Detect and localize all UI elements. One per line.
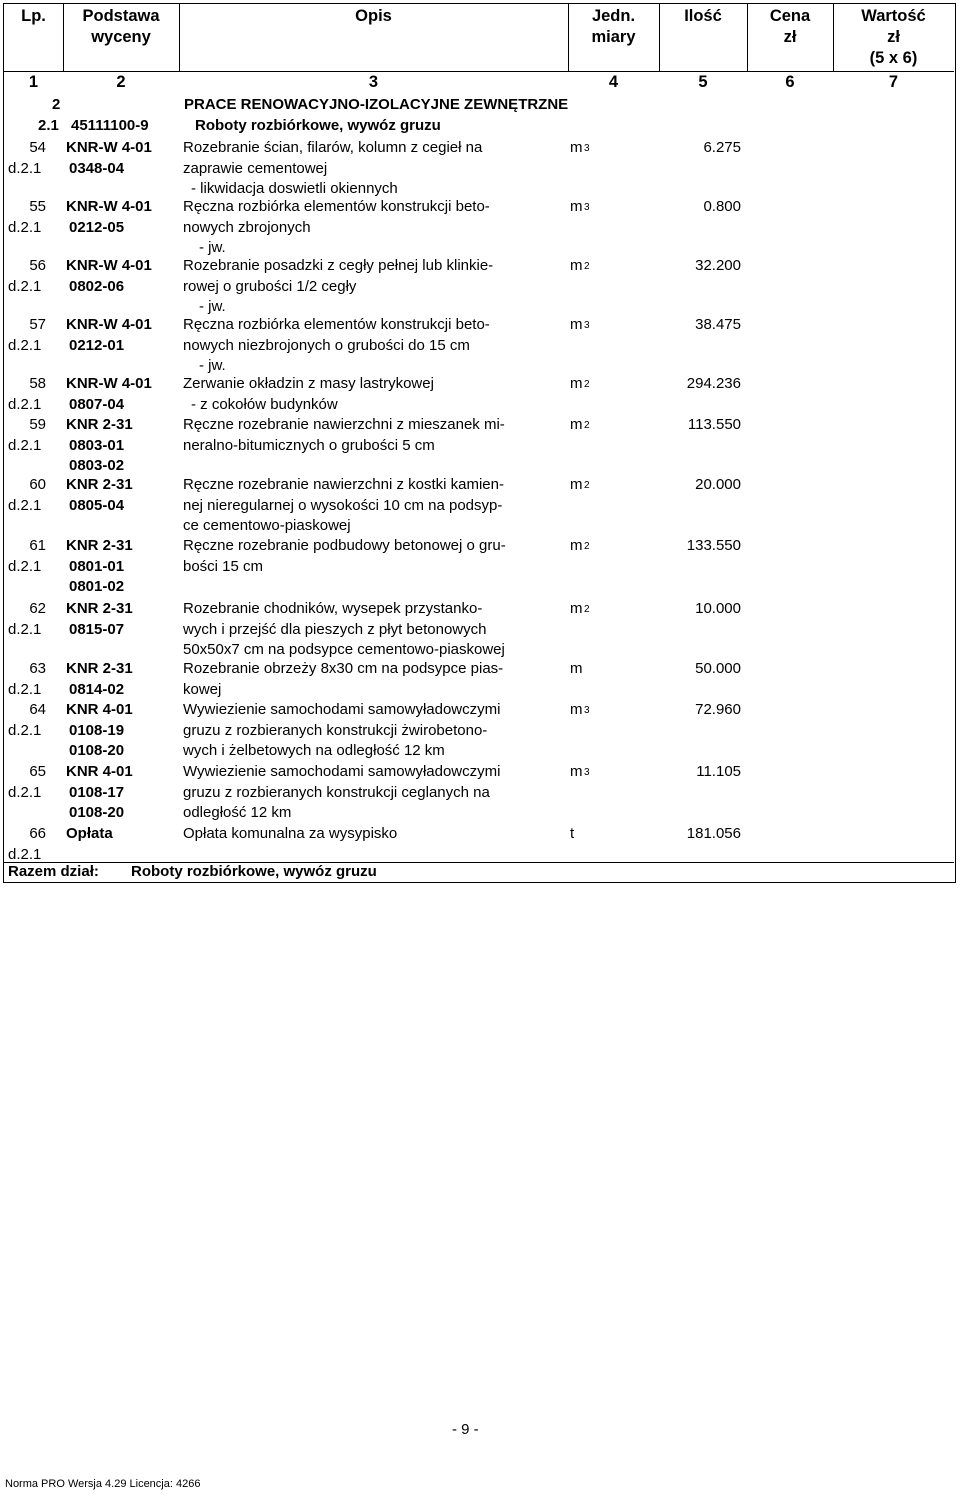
item-ref: d.2.1 bbox=[8, 845, 42, 863]
item-number: 66 bbox=[29, 825, 46, 842]
item-description-line: gruzu z rozbieranych konstrukcji ceglanych na bbox=[183, 783, 490, 801]
item-basis: 0803-01 bbox=[69, 436, 125, 454]
item-basis: 0212-05 bbox=[69, 218, 125, 236]
column-number: 5 bbox=[698, 73, 708, 91]
item-description-line: Ręczna rozbiórka elementów konstrukcji beto- bbox=[183, 316, 490, 333]
item-unit-exponent: 2 bbox=[584, 480, 590, 491]
item-ref: d.2.1 bbox=[8, 783, 42, 801]
header-value-line3: (5 x 6) bbox=[869, 49, 918, 67]
item-number: 64 bbox=[29, 701, 46, 718]
item-description-line: - likwidacja doswietli okiennych bbox=[191, 180, 398, 197]
header-value-line1: Wartość bbox=[861, 7, 926, 25]
item-quantity: 72.960 bbox=[695, 701, 741, 718]
subsection-code: 45111100-9 bbox=[71, 117, 149, 134]
item-basis: 0814-02 bbox=[69, 680, 125, 698]
item-number: 65 bbox=[29, 763, 46, 780]
item-basis: KNR 2-31 bbox=[66, 537, 133, 554]
item-basis: KNR 4-01 bbox=[66, 701, 133, 718]
item-quantity: 6.275 bbox=[703, 139, 741, 156]
item-basis: 0108-17 bbox=[69, 783, 125, 801]
item-quantity: 50.000 bbox=[695, 660, 741, 677]
item-basis: 0815-07 bbox=[69, 620, 125, 638]
item-number: 57 bbox=[29, 316, 46, 333]
item-unit: m bbox=[570, 416, 583, 433]
item-number: 62 bbox=[29, 600, 46, 617]
item-basis: KNR 2-31 bbox=[66, 600, 133, 617]
item-unit: m bbox=[570, 763, 583, 780]
item-description-line: rowej o grubości 1/2 cegły bbox=[183, 277, 357, 295]
item-number: 63 bbox=[29, 660, 46, 677]
item-unit-exponent: 3 bbox=[584, 202, 590, 213]
item-description-line: odległość 12 km bbox=[183, 804, 292, 821]
item-ref: d.2.1 bbox=[8, 436, 42, 454]
item-ref: d.2.1 bbox=[8, 277, 42, 295]
item-unit-exponent: 2 bbox=[584, 261, 590, 272]
item-number: 61 bbox=[29, 537, 46, 554]
item-quantity: 113.550 bbox=[687, 416, 741, 433]
item-number: 54 bbox=[29, 139, 46, 156]
item-number: 59 bbox=[29, 416, 46, 433]
column-number: 4 bbox=[608, 73, 619, 91]
item-basis: 0108-19 bbox=[69, 721, 125, 739]
item-basis: KNR 2-31 bbox=[66, 476, 133, 493]
item-unit: m bbox=[570, 139, 583, 156]
item-ref: d.2.1 bbox=[8, 336, 42, 354]
item-quantity: 20.000 bbox=[695, 476, 741, 493]
item-description-line: Rozebranie obrzeży 8x30 cm na podsypce pias- bbox=[183, 660, 504, 677]
item-unit-exponent: 2 bbox=[584, 379, 590, 390]
item-quantity: 181.056 bbox=[686, 825, 741, 842]
column-number: 7 bbox=[888, 73, 899, 91]
item-description-line: bości 15 cm bbox=[183, 557, 264, 575]
subsection-number: 2.1 bbox=[38, 117, 59, 134]
column-number: 2 bbox=[116, 73, 126, 91]
item-description-line: nowych zbrojonych bbox=[183, 218, 311, 236]
software-version: Norma PRO Wersja 4.29 Licencja: 4266 bbox=[5, 1478, 201, 1490]
item-number: 58 bbox=[29, 375, 46, 392]
column-number: 1 bbox=[28, 73, 39, 91]
item-description-line: Wywiezienie samochodami samowyładowczymi bbox=[183, 701, 501, 718]
item-unit: m bbox=[570, 600, 583, 617]
column-number: 3 bbox=[368, 73, 379, 91]
item-description-line: Zerwanie okładzin z masy lastrykowej bbox=[183, 375, 434, 392]
summary-title: Roboty rozbiórkowe, wywóz gruzu bbox=[131, 863, 377, 880]
item-basis: KNR-W 4-01 bbox=[66, 198, 152, 215]
item-description-line: Rozebranie posadzki z cegły pełnej lub klinkie- bbox=[183, 257, 494, 274]
item-unit-exponent: 2 bbox=[584, 420, 590, 431]
item-description-line: ce cementowo-piaskowej bbox=[183, 517, 351, 534]
item-unit-exponent: 2 bbox=[584, 604, 590, 615]
header-quantity: Ilość bbox=[684, 7, 722, 25]
item-basis: 0348-04 bbox=[69, 159, 125, 177]
item-ref: d.2.1 bbox=[8, 159, 42, 177]
item-description-line: Wywiezienie samochodami samowyładowczymi bbox=[183, 763, 501, 780]
header-unit-line2: miary bbox=[591, 28, 636, 46]
item-description-line: kowej bbox=[183, 680, 222, 698]
item-basis: KNR 2-31 bbox=[66, 660, 133, 677]
item-basis: 0801-01 bbox=[69, 557, 125, 575]
item-ref: d.2.1 bbox=[8, 395, 42, 413]
item-number: 60 bbox=[29, 476, 46, 493]
item-description-line: Ręczna rozbiórka elementów konstrukcji beto- bbox=[183, 198, 490, 215]
estimate-table bbox=[3, 3, 956, 883]
item-basis: 0807-04 bbox=[69, 395, 125, 413]
header-basis-line2: wyceny bbox=[91, 28, 151, 46]
item-description-line: wych i żelbetowych na odległość 12 km bbox=[183, 742, 445, 759]
item-unit: m bbox=[570, 257, 583, 274]
item-quantity: 0.800 bbox=[703, 198, 741, 215]
item-description-line: nej nieregularnej o wysokości 10 cm na podsyp- bbox=[183, 496, 503, 514]
item-description-line: - jw. bbox=[199, 357, 226, 374]
column-number: 6 bbox=[785, 73, 795, 91]
item-basis: KNR 2-31 bbox=[66, 416, 133, 433]
item-basis: KNR-W 4-01 bbox=[66, 375, 152, 392]
item-basis: 0801-02 bbox=[69, 578, 125, 595]
item-description-line: Ręczne rozebranie podbudowy betonowej o gru- bbox=[183, 537, 506, 554]
item-quantity: 38.475 bbox=[695, 316, 741, 333]
item-ref: d.2.1 bbox=[8, 620, 42, 638]
item-basis: KNR 4-01 bbox=[66, 763, 133, 780]
header-price-line2: zł bbox=[783, 28, 797, 46]
item-basis: 0108-20 bbox=[69, 742, 125, 759]
item-basis: Opłata bbox=[66, 825, 113, 842]
section-title: PRACE RENOWACYJNO-IZOLACYJNE ZEWNĘTRZNE bbox=[184, 96, 569, 113]
page-number: - 9 - bbox=[452, 1421, 479, 1438]
item-ref: d.2.1 bbox=[8, 557, 42, 575]
item-quantity: 10.000 bbox=[695, 600, 741, 617]
item-description-line: Rozebranie ścian, filarów, kolumn z cegieł na bbox=[183, 139, 483, 156]
item-unit-exponent: 2 bbox=[584, 541, 590, 552]
item-unit: m bbox=[570, 476, 583, 493]
item-quantity: 294.236 bbox=[686, 375, 741, 392]
header-price-line1: Cena bbox=[769, 7, 811, 25]
header-value-line2: zł bbox=[887, 28, 900, 46]
item-description-line: - jw. bbox=[199, 239, 226, 256]
item-description-line: - jw. bbox=[199, 298, 226, 315]
item-number: 56 bbox=[29, 257, 46, 274]
item-unit: m bbox=[570, 375, 583, 392]
item-unit: m bbox=[570, 660, 583, 677]
item-description-line: zaprawie cementowej bbox=[183, 159, 328, 177]
item-ref: d.2.1 bbox=[8, 496, 42, 514]
item-description-line: Ręczne rozebranie nawierzchni z mieszanek mi- bbox=[183, 416, 505, 433]
item-description-line: wych i przejść dla pieszych z płyt betonowych bbox=[183, 620, 487, 638]
item-ref: d.2.1 bbox=[8, 218, 42, 236]
item-description-line: - z cokołów budynków bbox=[191, 395, 338, 413]
section-number: 2 bbox=[52, 96, 61, 113]
item-unit: m bbox=[570, 198, 583, 215]
item-unit-exponent: 3 bbox=[584, 767, 590, 778]
item-basis: KNR-W 4-01 bbox=[66, 316, 152, 333]
item-quantity: 32.200 bbox=[695, 257, 741, 274]
item-ref: d.2.1 bbox=[8, 680, 42, 698]
item-description-line: 50x50x7 cm na podsypce cementowo-piaskowej bbox=[183, 641, 505, 658]
item-quantity: 133.550 bbox=[686, 537, 741, 554]
item-basis: 0805-04 bbox=[69, 496, 125, 514]
header-unit-line1: Jedn. bbox=[591, 7, 636, 25]
summary-label: Razem dział: bbox=[8, 863, 99, 880]
item-description-line: nowych niezbrojonych o grubości do 15 cm bbox=[183, 336, 470, 354]
item-basis: KNR-W 4-01 bbox=[66, 257, 152, 274]
item-ref: d.2.1 bbox=[8, 721, 42, 739]
item-description-line: gruzu z rozbieranych konstrukcji żwirobetono- bbox=[183, 721, 488, 739]
item-basis: 0802-06 bbox=[69, 277, 125, 295]
item-basis: 0212-01 bbox=[69, 336, 125, 354]
item-description-line: neralno-bitumicznych o grubości 5 cm bbox=[183, 436, 435, 454]
item-description-line: Rozebranie chodników, wysepek przystanko- bbox=[183, 600, 483, 617]
subsection-title: Roboty rozbiórkowe, wywóz gruzu bbox=[195, 117, 441, 134]
header-description: Opis bbox=[355, 7, 392, 25]
item-quantity: 11.105 bbox=[696, 763, 741, 780]
item-basis: KNR-W 4-01 bbox=[66, 139, 152, 156]
header-basis-line1: Podstawa bbox=[82, 7, 160, 25]
item-description-line: Ręczne rozebranie nawierzchni z kostki kamien- bbox=[183, 476, 504, 493]
item-unit: m bbox=[570, 537, 583, 554]
item-unit: m bbox=[570, 701, 583, 718]
item-description-line: Opłata komunalna za wysypisko bbox=[183, 825, 398, 842]
item-unit-exponent: 3 bbox=[584, 320, 590, 331]
item-unit-exponent: 3 bbox=[584, 143, 590, 154]
header-lp: Lp. bbox=[21, 7, 46, 25]
item-unit: t bbox=[570, 825, 575, 842]
item-unit-exponent: 3 bbox=[584, 705, 590, 716]
item-number: 55 bbox=[29, 198, 46, 215]
item-unit: m bbox=[570, 316, 583, 333]
item-basis: 0803-02 bbox=[69, 457, 125, 474]
item-basis: 0108-20 bbox=[69, 804, 125, 821]
